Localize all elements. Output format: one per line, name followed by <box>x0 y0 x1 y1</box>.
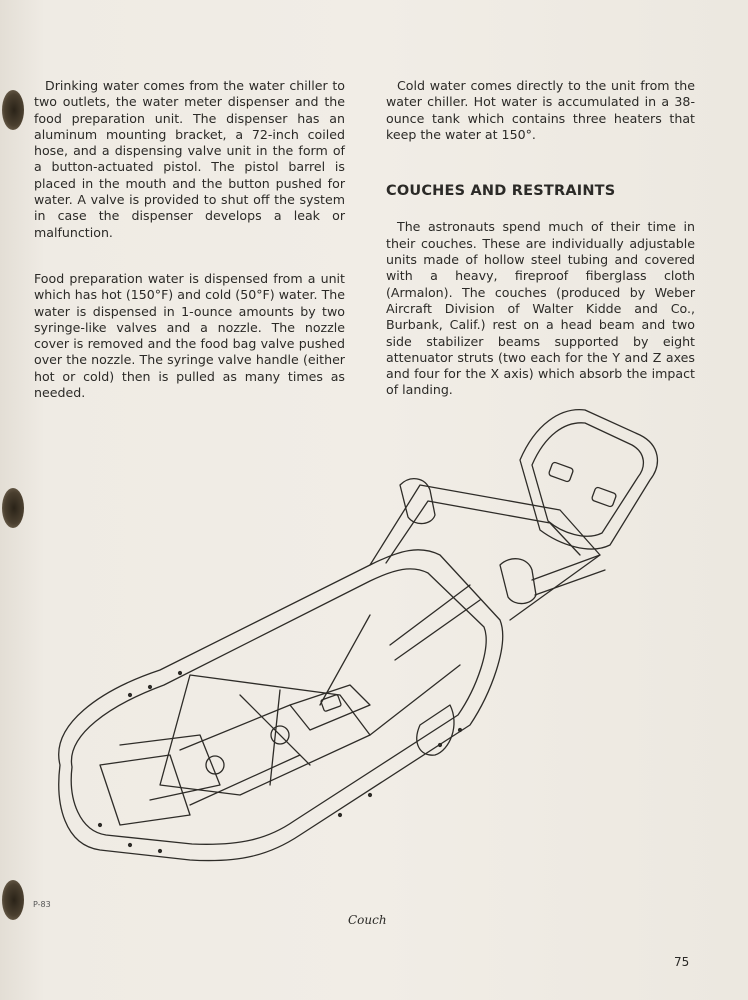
figure-id: P-83 <box>33 900 51 909</box>
binder-hole-bottom <box>2 880 24 920</box>
cold-water-paragraph: Cold water comes directly to the unit from the water chiller. Hot water is accumulated in a 38-ounce tank which contains three heaters that keep the water at 150°. <box>386 78 695 142</box>
water-dispenser-paragraph: Drinking water comes from the water chiller to two outlets, the water meter dispenser and the food preparation unit. The dispenser has an aluminum mounting bracket, a 72-inch coiled hose, and a dispensing valve unit in the form of a button-actuated pistol. The pistol barrel is placed in the mouth and the button pushed for water. A valve is provided to shut off the system in case the dispenser develops a leak or malfunction. <box>34 78 345 240</box>
couch-illustration <box>40 405 665 875</box>
binder-hole-middle <box>2 488 24 528</box>
food-preparation-paragraph: Food preparation water is dispensed from a unit which has hot (150°F) and cold (50°F) water. The water is dispensed in 1-ounce amounts by two syringe-like valves and a nozzle. The nozzle cover is removed and the food bag valve pushed over the nozzle. The syringe valve handle (either hot or cold) then is pulled as many times as needed. <box>34 270 345 401</box>
section-heading: COUCHES AND RESTRAINTS <box>386 183 616 200</box>
right-column <box>386 78 695 399</box>
page-number: 75 <box>674 955 690 969</box>
left-column <box>34 78 345 401</box>
binder-hole-top <box>2 90 24 130</box>
couches-paragraph: The astronauts spend much of their time in their couches. These are individually adjustable units made of hollow steel tubing and covered with a heavy, fireproof fiberglass cloth (Armalon). The couches (produced by Weber Aircraft Division of Walter Kidde and Co., Burbank, Calif.) rest on a head beam and two side stabilizer beams supported by eight attenuator struts (two each for the Y and Z axes and four for the X axis) which absorb the impact of landing. <box>386 219 695 398</box>
figure-caption: Couch <box>348 913 387 927</box>
